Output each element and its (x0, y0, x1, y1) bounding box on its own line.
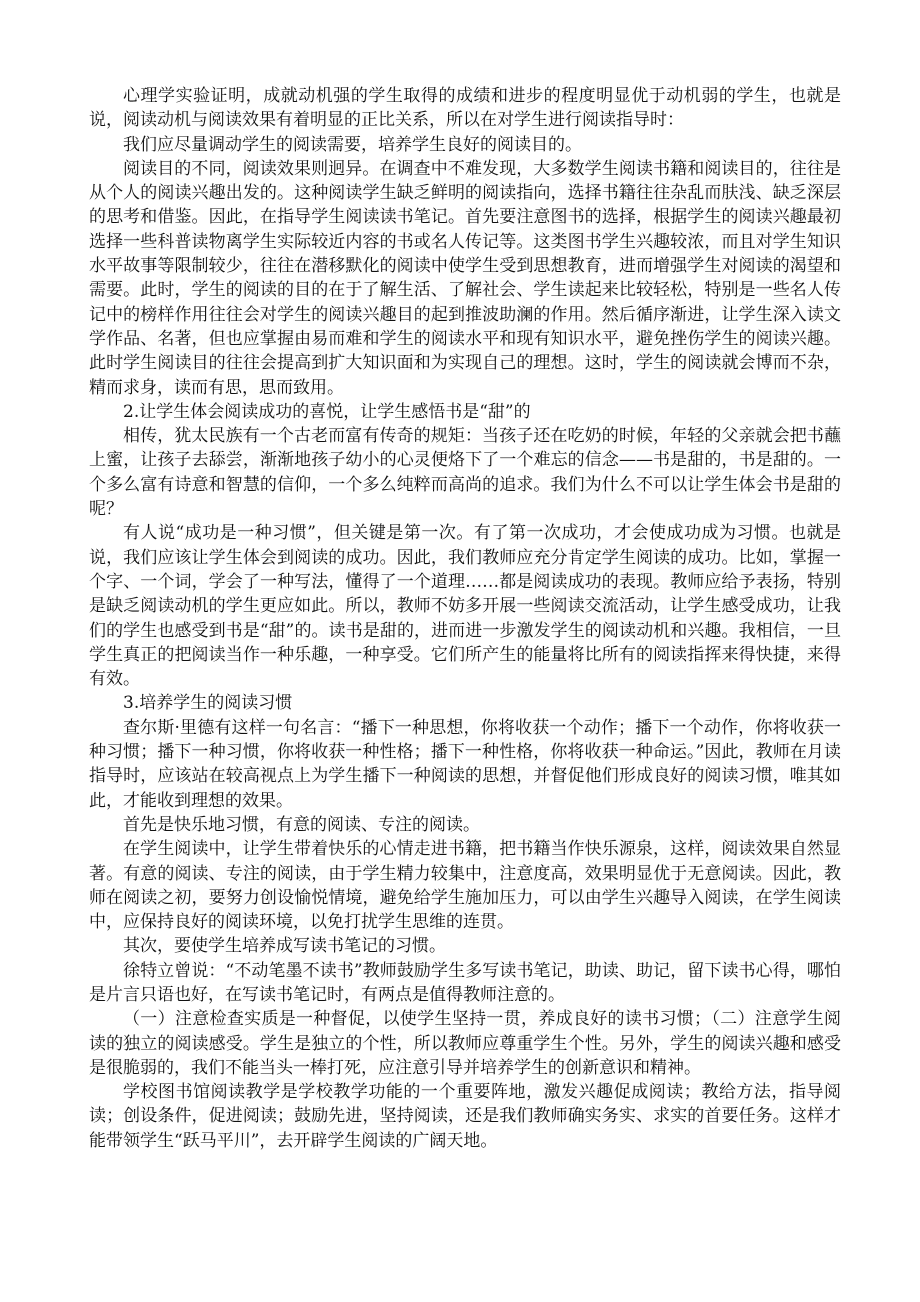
paragraph-intro: 心理学实验证明，成就动机强的学生取得的成绩和进步的程度明显优于动机弱的学生，也就是说，阅读动机与阅读效果有着明显的正比关系，所以在对学生进行阅读指导时： (89, 86, 841, 131)
paragraph-conclusion: 学校图书馆阅读教学是学校教学功能的一个重要阵地，激发兴趣促成阅读；教给方法，指导阅读；创设条件，促进阅读；鼓励先进，坚持阅读，还是我们教师确实务实、求实的首要任务。这样才能带领学生“跃马平川”，去开辟学生阅读的广阔天地。 (89, 1082, 841, 1151)
paragraph-notes: 徐特立曾说：“不动笔墨不读书”教师鼓励学生多写读书笔记，助读、助记，留下读书心得，哪怕是片言只语也好，在写读书笔记时，有两点是值得教师注意的。 (89, 960, 841, 1005)
paragraph-happy-reading: 在学生阅读中，让学生带着快乐的心情走进书籍，把书籍当作快乐源泉，这样，阅读效果自然显著。有意的阅读、专注的阅读，由于学生精力较集中，注意度高，效果明显优于无意阅读。因此，教师在阅读之初，要努力创设愉悦情境，避免给学生施加压力，可以由学生兴趣导入阅读，在学生阅读中，应保持良好的阅读环境，以免打扰学生思维的连贯。 (89, 839, 841, 933)
section-heading-2: 2.让学生体会阅读成功的喜悦，让学生感悟书是“甜”的 (123, 401, 531, 422)
paragraph-motivation: 我们应尽量调动学生的阅读需要，培养学生良好的阅读目的。 (123, 134, 582, 155)
paragraph-quote: 查尔斯·里德有这样一句名言：“播下一种思想，你将收获一个动作；播下一个动作，你将收获一种习惯；播下一种习惯，你将收获一种性格；播下一种性格，你将收获一种命运。”因此，教师在月读指导时，应该站在较高视点上为学生播下一种阅读的思想，并督促他们形成良好的阅读习惯，唯其如此，才能收到理想的效果。 (89, 717, 841, 811)
paragraph-two-points: （一）注意检查实质是一种督促，以使学生坚持一贯，养成良好的读书习惯；（二）注意学生阅读的独立的阅读感受。学生是独立的个性，所以教师应尊重学生个性。另外，学生的阅读兴趣和感受是很脆弱的，我们不能当头一棒打死，应注意引导并培养学生的创新意识和精神。 (89, 1009, 841, 1078)
paragraph-legend: 相传，犹太民族有一个古老而富有传奇的规矩：当孩子还在吃奶的时候，年轻的父亲就会把书蘸上蜜，让孩子去舔尝，渐渐地孩子幼小的心灵便烙下了一个难忘的信念——书是甜的，书是甜的。一个多么富有诗意和智慧的信仰，一个多么纯粹而高尚的追求。我们为什么不可以让学生体会书是甜的呢？ (89, 426, 841, 520)
paragraph-success: 有人说“成功是一种习惯”，但关键是第一次。有了第一次成功，才会使成功成为习惯。也就是说，我们应该让学生体会到阅读的成功。因此，我们教师应充分肯定学生阅读的成功。比如，掌握一个字、一个词，学会了一种写法，懂得了一个道理……都是阅读成功的表现。教师应给予表扬，特别是缺乏阅读动机的学生更应如此。所以，教师不妨多开展一些阅读交流活动，让学生感受成功，让我们的学生也感受到书是“甜”的。读书是甜的，进而进一步激发学生的阅读动机和兴趣。我相信，一旦学生真正的把阅读当作一种乐趣，一种享受。它们所产生的能量将比所有的阅读指挥来得快捷，来得有效。 (89, 523, 841, 690)
paragraph-reading-purpose: 阅读目的不同，阅读效果则迥异。在调查中不难发现，大多数学生阅读书籍和阅读目的，往往是从个人的阅读兴趣出发的。这种阅读学生缺乏鲜明的阅读指向，选择书籍往往杂乱而肤浅、缺乏深层的思考和借鉴。因此，在指导学生阅读读书笔记。首先要注意图书的选择，根据学生的阅读兴趣最初选择一些科普读物离学生实际较近内容的书或名人传记等。这类图书学生兴趣较浓，而且对学生知识水平故事等限制较少，往往在潜移默化的阅读中使学生受到思想教育，进而增强学生对阅读的渴望和需要。此时，学生的阅读的目的在于了解生活、了解社会、学生读起来比较轻松，特别是一些名人传记中的榜样作用往往会对学生的阅读兴趣目的起到推波助澜的作用。然后循序渐进，让学生深入读文学作品、名著，但也应掌握由易而难和学生的阅读水平和现有知识水平，避免挫伤学生的阅读兴趣。此时学生阅读目的往往会提高到扩大知识面和为实现自己的理想。这时，学生的阅读就会博而不杂，精而求身，读而有思，思而致用。 (89, 158, 841, 398)
paragraph-second-habit: 其次，要使学生培养成写读书笔记的习惯。 (123, 936, 446, 957)
section-heading-3: 3.培养学生的阅读习惯 (123, 693, 293, 714)
paragraph-first-habit: 首先是快乐地习惯，有意的阅读、专注的阅读。 (123, 814, 480, 835)
document-body (89, 84, 841, 1153)
